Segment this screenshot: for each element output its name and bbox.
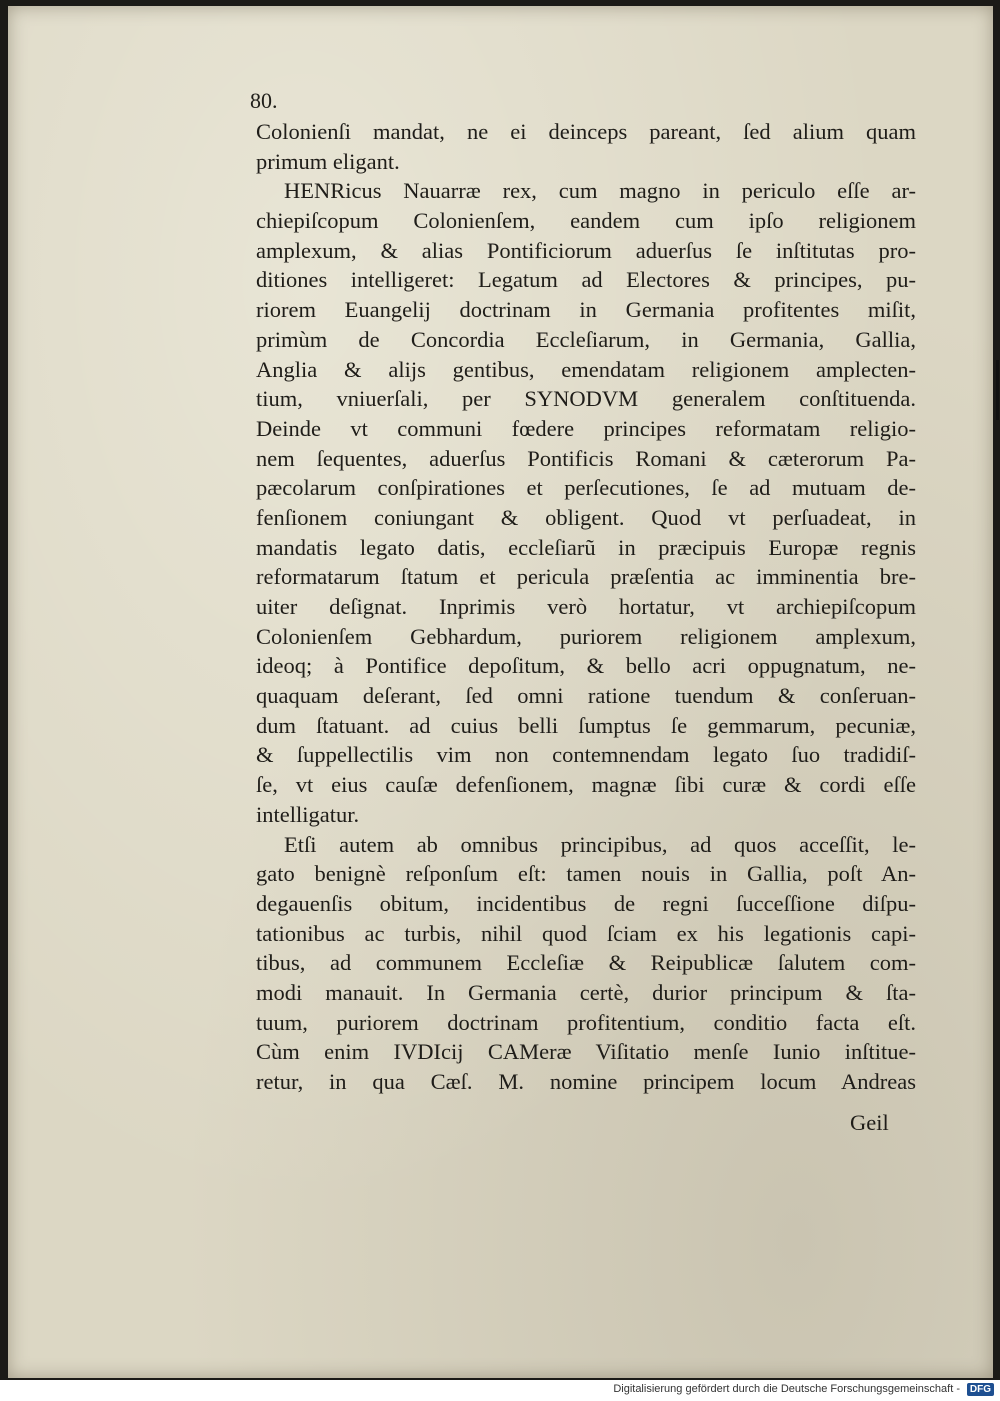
text-line: HENRicus Nauarræ rex, cum magno in periculo eſſe ar- [284, 178, 916, 204]
text-line: riorem Euangelij doctrinam in Germania profitentes miſit, [256, 297, 916, 323]
text-line: chiepiſcopum Colonienſem, eandem cum ipſo religionem [256, 208, 916, 234]
text-line: tium, vniuerſali, per SYNODVM generalem conſtituenda. [256, 386, 916, 412]
text-line: Colonienſi mandat, ne ei deinceps pareant, ſed alium quam [256, 119, 916, 144]
text-line: gato benignè reſponſum eſt: tamen nouis in Gallia, poſt An- [256, 861, 916, 887]
text-line: uiter deſignat. Inprimis verò hortatur, vt archiepiſcopum [256, 594, 916, 619]
text-line: tationibus ac turbis, nihil quod ſciam ex his legationis capi- [256, 920, 916, 946]
scan-edge-mark [996, 360, 999, 420]
body-text [256, 117, 916, 1097]
text-line: quaquam deſerant, ſed omni ratione tuendum & conſeruan- [256, 683, 916, 709]
text-line: modi manauit. In Germania certè, durior principum & ſta- [256, 979, 916, 1005]
page-number: 80. [250, 88, 278, 113]
text-line: Etſi autem ab omnibus principibus, ad quos acceſſit, le- [284, 831, 916, 857]
text-line: Deinde vt communi fœdere principes reformatam religio- [256, 415, 916, 441]
text-line: Anglia & alijs gentibus, emendatam religionem amplecten- [256, 356, 916, 382]
text-line: ideoq; à Pontifice depoſitum, & bello acri oppugnatum, ne- [256, 653, 916, 679]
dfg-logo-icon: DFG [967, 1383, 994, 1396]
text-line: amplexum, & alias Pontificiorum aduerſus ſe inſtitutas pro- [256, 237, 916, 263]
digitization-footer [0, 1380, 1000, 1401]
text-line: ſe, vt eius cauſæ defenſionem, magnæ ſibi curæ & cordi eſſe [256, 772, 916, 798]
text-line: intelligatur. [256, 801, 360, 827]
text-line: dum ſtatuant. ad cuius belli ſumptus ſe gemmarum, pecuniæ, [256, 712, 916, 738]
text-line: tibus, ad communem Eccleſiæ & Reipublicæ ſalutem com- [256, 950, 916, 976]
text-line: primum eligant. [256, 148, 400, 174]
text-line: fenſionem coniungant & obligent. Quod vt perſuadeat, in [256, 504, 916, 530]
text-line: pæcolarum conſpirationes et perſecutiones, ſe ad mutuam de- [256, 475, 916, 501]
text-line: retur, in qua Cæſ. M. nomine principem locum Andreas [256, 1069, 916, 1094]
text-line: mandatis legato datis, eccleſiarũ in præcipuis Europæ regnis [256, 534, 916, 560]
text-line: Colonienſem Gebhardum, puriorem religionem amplexum, [256, 623, 916, 649]
footer-credit: Digitalisierung gefördert durch die Deutsche Forschungsgemeinschaft - [613, 1383, 960, 1395]
text-line: Cùm enim IVDIcij CAMeræ Viſitatio menſe Iunio inſtitue- [256, 1039, 916, 1065]
text-line: degauenſis obitum, incidentibus de regni ſucceſſione diſpu- [256, 890, 916, 916]
text-line: primùm de Concordia Eccleſiarum, in Germania, Gallia, [256, 326, 916, 352]
text-line: & ſuppellectilis vim non contemnendam legato ſuo tradidiſ- [256, 742, 916, 768]
text-line: tuum, puriorem doctrinam profitentium, conditio facta eſt. [256, 1009, 916, 1035]
text-line: nem ſequentes, aduerſus Pontificis Romani & cæterorum Pa- [256, 445, 916, 471]
text-line: ditiones intelligeret: Legatum ad Electores & principes, pu- [256, 267, 916, 293]
catchword: Geil [850, 1110, 889, 1135]
text-line: reformatarum ſtatum et pericula præſentia ac imminentia bre- [256, 564, 916, 590]
